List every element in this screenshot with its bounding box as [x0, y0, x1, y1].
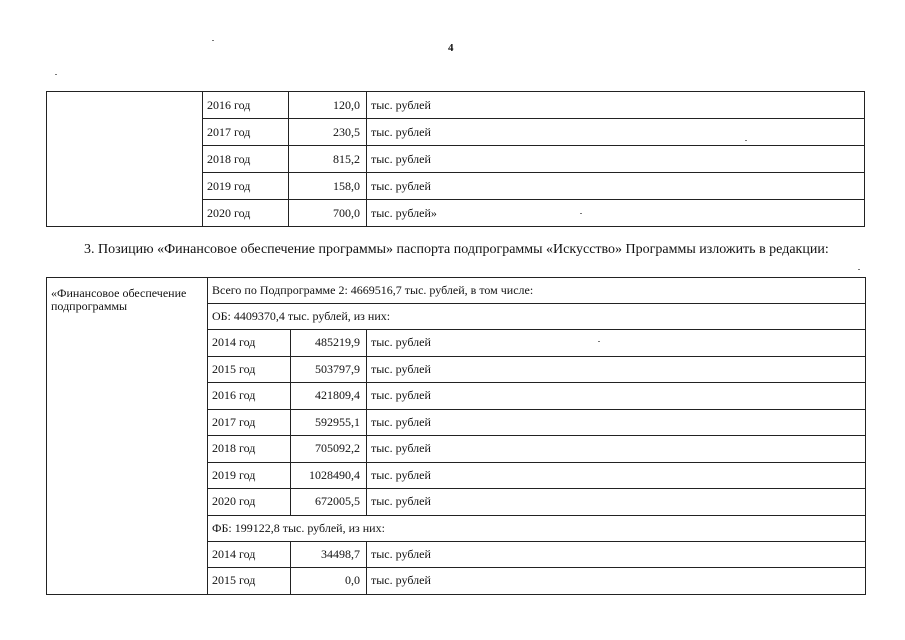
- value-cell: 421809,4: [291, 383, 367, 410]
- year-cell: 2019 год: [208, 462, 291, 489]
- unit-cell: тыс. рублей: [367, 330, 866, 357]
- ob-header-cell: ОБ: 4409370,4 тыс. рублей, из них:: [208, 304, 866, 330]
- year-cell: 2016 год: [208, 383, 291, 410]
- unit-cell: тыс. рублей: [367, 462, 866, 489]
- year-cell: 2017 год: [208, 409, 291, 436]
- funding-table: [46, 277, 866, 595]
- scan-speck: [858, 269, 860, 270]
- total-cell: Всего по Подпрограмме 2: 4669516,7 тыс. рублей, в том числе:: [208, 278, 866, 304]
- scan-speck: [745, 140, 747, 141]
- unit-cell: тыс. рублей: [367, 436, 866, 463]
- value-cell: 815,2: [289, 146, 367, 173]
- unit-cell: тыс. рублей: [367, 489, 866, 516]
- unit-cell: тыс. рублей: [367, 92, 865, 119]
- unit-cell: тыс. рублей: [367, 119, 865, 146]
- year-cell: 2016 год: [203, 92, 289, 119]
- year-cell: 2020 год: [208, 489, 291, 516]
- scan-speck: [55, 74, 57, 75]
- unit-cell: тыс. рублей: [367, 173, 865, 200]
- scan-speck: [598, 341, 600, 342]
- row-label-cell: «Финансовое обеспечение подпрограммы: [47, 278, 208, 595]
- year-cell: 2015 год: [208, 356, 291, 383]
- value-cell: 34498,7: [291, 541, 367, 568]
- table-row: [47, 92, 865, 119]
- value-cell: 120,0: [289, 92, 367, 119]
- year-cell: 2018 год: [203, 146, 289, 173]
- unit-cell: тыс. рублей: [367, 146, 865, 173]
- fb-header-cell: ФБ: 199122,8 тыс. рублей, из них:: [208, 515, 866, 541]
- scan-speck: [580, 213, 582, 214]
- unit-cell: тыс. рублей: [367, 383, 866, 410]
- empty-label-cell: [47, 92, 203, 227]
- unit-cell: тыс. рублей: [367, 356, 866, 383]
- year-cell: 2018 год: [208, 436, 291, 463]
- value-cell: 705092,2: [291, 436, 367, 463]
- value-cell: 1028490,4: [291, 462, 367, 489]
- value-cell: 672005,5: [291, 489, 367, 516]
- value-cell: 485219,9: [291, 330, 367, 357]
- year-cell: 2015 год: [208, 568, 291, 595]
- value-cell: 0,0: [291, 568, 367, 595]
- value-cell: 503797,9: [291, 356, 367, 383]
- unit-cell: тыс. рублей: [367, 541, 866, 568]
- value-cell: 592955,1: [291, 409, 367, 436]
- year-cell: 2014 год: [208, 541, 291, 568]
- funding-table-continued: [46, 91, 865, 227]
- year-cell: 2017 год: [203, 119, 289, 146]
- value-cell: 230,5: [289, 119, 367, 146]
- scan-speck: [212, 40, 214, 41]
- page-number: 4: [448, 42, 454, 54]
- unit-cell: тыс. рублей: [367, 568, 866, 595]
- year-cell: 2014 год: [208, 330, 291, 357]
- unit-cell: тыс. рублей»: [367, 200, 865, 227]
- year-cell: 2020 год: [203, 200, 289, 227]
- amendment-paragraph: 3. Позицию «Финансовое обеспечение программы» паспорта подпрограммы «Искусство» Программы изложить в редакции:: [84, 242, 829, 257]
- value-cell: 700,0: [289, 200, 367, 227]
- unit-cell: тыс. рублей: [367, 409, 866, 436]
- table-row: [47, 278, 866, 304]
- value-cell: 158,0: [289, 173, 367, 200]
- year-cell: 2019 год: [203, 173, 289, 200]
